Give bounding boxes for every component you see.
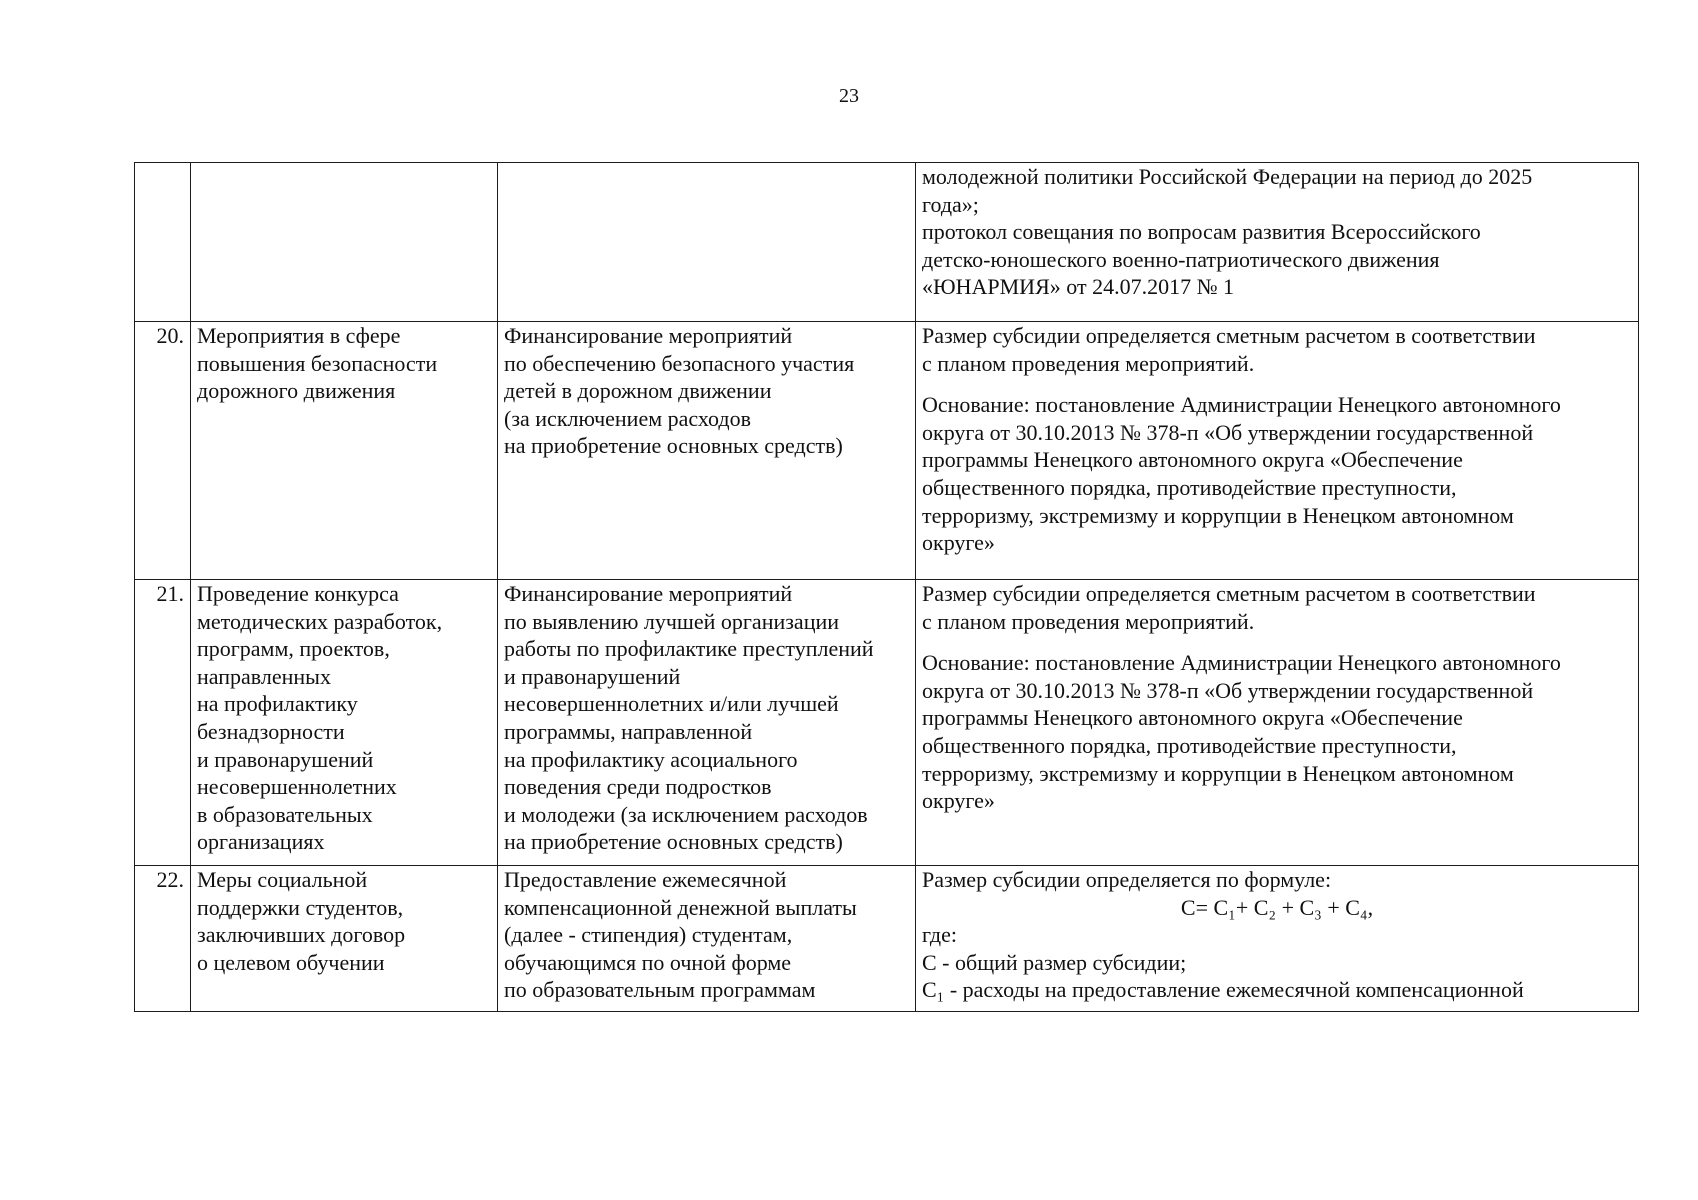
text-line: направленных: [197, 663, 331, 689]
measure-cell: [191, 322, 498, 580]
row-number-cell: 20.: [135, 322, 191, 580]
text-line: с планом проведения мероприятий.: [922, 350, 1255, 376]
conditions-cell: [916, 322, 1639, 580]
text-line: и молодежи (за исключением расходов: [504, 801, 868, 827]
text-line: Финансирование мероприятий: [504, 581, 793, 606]
text-line: года»;: [922, 191, 979, 217]
text-line: программ, проектов,: [197, 636, 390, 662]
text-line: программы Ненецкого автономного округа «Обеспечение: [922, 705, 1463, 731]
text-line: (далее - стипендия) студентам,: [504, 922, 793, 948]
text-line: обучающимся по очной форме: [504, 949, 792, 975]
text-line: молодежной политики Российской Федерации на период до 2025: [922, 164, 1533, 189]
table-row: [135, 866, 1639, 1012]
text-line: протокол совещания по вопросам развития Всероссийского: [922, 219, 1481, 245]
row-number-cell: 22.: [135, 866, 191, 1012]
measure-cell: [191, 580, 498, 866]
text-line: на приобретение основных средств): [504, 433, 843, 459]
text-line: на профилактику: [197, 691, 358, 717]
text-line: С₁ - расходы на предоставление ежемесячной компенсационной: [922, 977, 1524, 1003]
text-line: компенсационной денежной выплаты: [504, 894, 857, 920]
text-line: Проведение конкурса: [197, 581, 399, 606]
direction-cell: [498, 322, 916, 580]
text-line: общественного порядка, противодействие преступности,: [922, 474, 1457, 500]
text-line: в образовательных: [197, 801, 373, 827]
text-line: на профилактику асоциального: [504, 746, 798, 772]
row-number-cell: 21.: [135, 580, 191, 866]
text-line: программы, направленной: [504, 718, 753, 744]
measure-cell: [191, 163, 498, 322]
subsidy-formula: C= C₁+ C₂ + C₃ + C₄,: [1180, 894, 1374, 920]
conditions-cell: [916, 580, 1639, 866]
text-line: дорожного движения: [197, 378, 396, 404]
text-line: на приобретение основных средств): [504, 829, 843, 855]
table-row: [135, 163, 1639, 322]
text-line: несовершеннолетних и/или лучшей: [504, 691, 839, 717]
text-line: и правонарушений: [504, 663, 681, 689]
paragraph-gap: [922, 377, 1632, 391]
conditions-cell: [916, 163, 1639, 322]
text-line: где:: [922, 922, 957, 948]
text-line: поведения среди подростков: [504, 774, 772, 800]
table-row: [135, 322, 1639, 580]
text-line: Основание: постановление Администрации Ненецкого автономного: [922, 650, 1561, 676]
text-line: терроризму, экстремизму и коррупции в Ненецком автономном: [922, 760, 1514, 786]
text-line: «ЮНАРМИЯ» от 24.07.2017 № 1: [922, 274, 1235, 300]
text-line: (за исключением расходов: [504, 405, 751, 431]
text-line: заключивших договор: [197, 922, 406, 948]
text-line: организациях: [197, 829, 325, 855]
direction-cell: [498, 580, 916, 866]
text-line: по образовательным программам: [504, 977, 816, 1003]
text-line: Финансирование мероприятий: [504, 323, 793, 348]
text-line: и правонарушений: [197, 746, 374, 772]
text-line: округа от 30.10.2013 № 378-п «Об утверждении государственной: [922, 677, 1534, 703]
text-line: по обеспечению безопасного участия: [504, 350, 855, 376]
table-row: [135, 580, 1639, 866]
text-line: поддержки студентов,: [197, 894, 404, 920]
text-line: программы Ненецкого автономного округа «Обеспечение: [922, 447, 1463, 473]
text-line: по выявлению лучшей организации: [504, 608, 840, 634]
text-line: округе»: [922, 788, 995, 814]
subsidy-table: [134, 162, 1639, 1012]
text-line: безнадзорности: [197, 718, 345, 744]
text-line: округа от 30.10.2013 № 378-п «Об утверждении государственной: [922, 419, 1534, 445]
text-line: Мероприятия в сфере: [197, 323, 401, 348]
text-line: детско-юношеского военно-патриотического движения: [922, 246, 1440, 272]
text-line: общественного порядка, противодействие преступности,: [922, 732, 1457, 758]
text-line: С - общий размер субсидии;: [922, 949, 1187, 975]
text-line: о целевом обучении: [197, 949, 385, 975]
text-line: Размер субсидии определяется по формуле:: [922, 867, 1332, 892]
text-line: работы по профилактике преступлений: [504, 636, 874, 662]
text-line: Размер субсидии определяется сметным расчетом в соответствии: [922, 581, 1536, 606]
direction-cell: [498, 163, 916, 322]
text-line: округе»: [922, 530, 995, 556]
text-line: терроризму, экстремизму и коррупции в Ненецком автономном: [922, 502, 1514, 528]
text-line: Размер субсидии определяется сметным расчетом в соответствии: [922, 323, 1536, 348]
conditions-cell: [916, 866, 1639, 1012]
text-line: детей в дорожном движении: [504, 378, 772, 404]
text-line: несовершеннолетних: [197, 774, 397, 800]
measure-cell: [191, 866, 498, 1012]
text-line: Предоставление ежемесячной: [504, 867, 787, 892]
paragraph-gap: [922, 635, 1632, 649]
page-number: 23: [839, 85, 859, 107]
row-number-cell: [135, 163, 191, 322]
direction-cell: [498, 866, 916, 1012]
text-line: с планом проведения мероприятий.: [922, 608, 1255, 634]
text-line: Меры социальной: [197, 867, 368, 892]
text-line: методических разработок,: [197, 608, 443, 634]
text-line: повышения безопасности: [197, 350, 438, 376]
text-line: Основание: постановление Администрации Ненецкого автономного: [922, 392, 1561, 418]
